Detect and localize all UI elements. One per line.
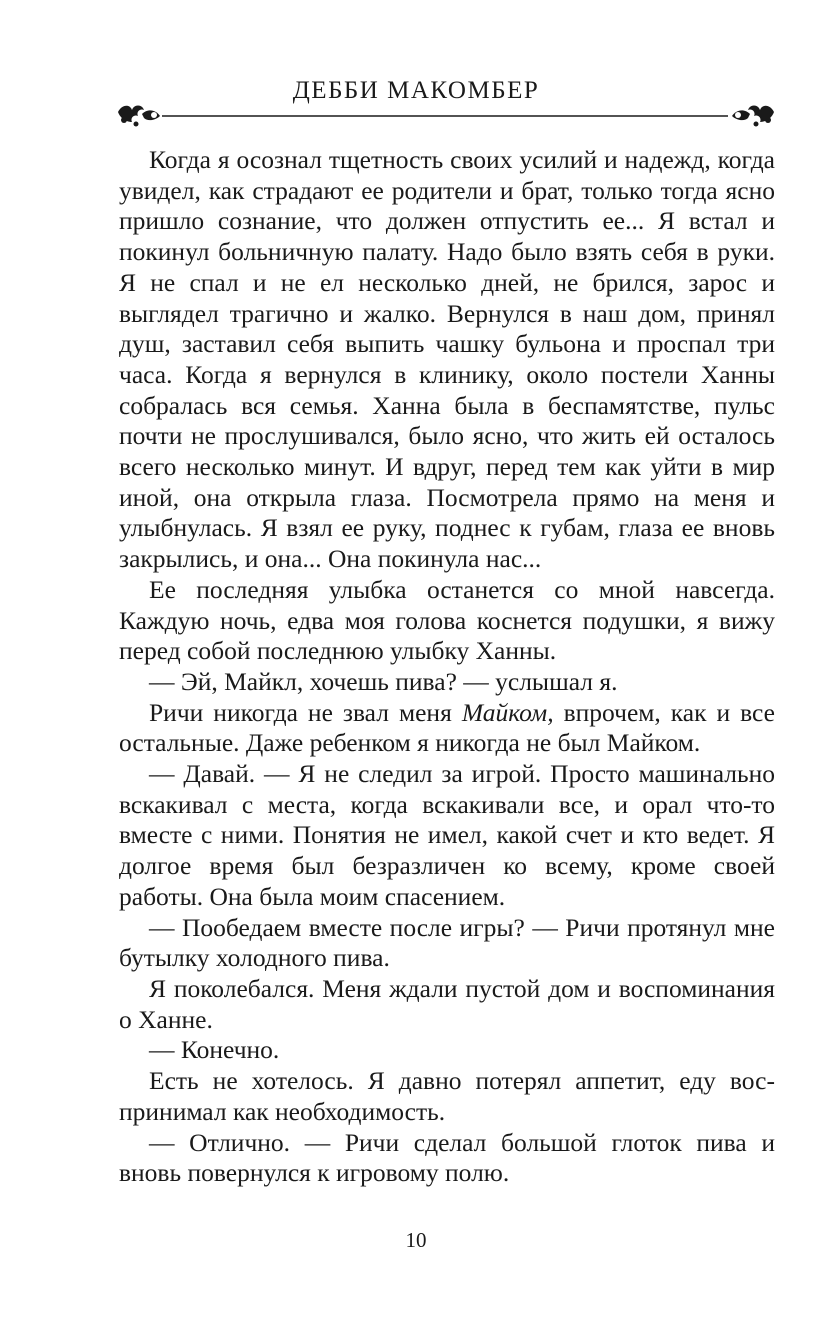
paragraph: — Отлично. — Ричи сделал большой глоток пива и вновь повернулся к игровому полю. [119,1127,775,1188]
left-fleuron-icon [118,106,160,127]
text-run: Ричи никогда не звал меня [149,697,462,727]
paragraph: Ее последняя улыбка останется со мной навсегда. Каждую ночь, едва моя голова коснется подушки, я вижу перед собой последнюю улыбку Ханны. [119,574,775,666]
text-run: впрочем, как и все остальные. Даже ребенком я никогда не был Майком. [119,697,775,758]
paragraph: — Эй, Майкл, хочешь пива? — услышал я. [149,666,618,696]
paragraph: — Пообедаем вместе после игры? — Ричи протянул мне бутылку холодного пива. [119,912,775,973]
paragraph: — Конечно. [149,1035,280,1065]
running-title: ДЕББИ МАКОМБЕР [292,77,540,104]
paragraph: Я поколебался. Меня ждали пустой дом и воспоминания о Ханне. [119,973,775,1034]
ornamental-rule [116,98,776,132]
page-number: 10 [405,1228,427,1252]
italic-name: Майком, [461,697,554,727]
body-text [119,145,775,1189]
paragraph-richie [119,698,775,759]
paragraph: — Давай. — Я не следил за игрой. Просто машинально вскакивал с места, когда вскакивали все, и орал что-то вместе с ними. Понятия не имел, какой счет и кто ведет. Я долгое время был безразличен ко всему, кроме своей работы. Она была моим спасением. [119,759,775,911]
right-fleuron-icon [732,106,774,127]
paragraph: Есть не хотелось. Я давно потерял аппетит, еду воспринимал как необходимость. [119,1066,775,1126]
paragraph: Когда я осознал тщетность своих усилий и надежд, когда увидел, как страдают ее родители и брат, только тогда ясно пришло сознание, что должен отпустить ее... Я встал и покинул больничную палату. Надо было взять себя в руки. Я не спал и не ел несколько дней, не брился, зарос и выглядел трагично и жалко. Вернулся в наш дом, принял душ, заставил себя выпить чашку бульона и проспал три часа. Когда я вернулся в клинику, около постели Ханны собралась вся семья. Ханна была в беспамятстве, пульс почти не прослушивался, было ясно, что жить ей осталось всего несколько минут. И вдруг, перед тем как уйти в мир иной, она открыла глаза. Посмотрела прямо на меня и улыбнулась. Я взял ее руку, поднес к губам, глаза ее вновь закрылись, и она... Она покинула нас... [119,145,775,574]
